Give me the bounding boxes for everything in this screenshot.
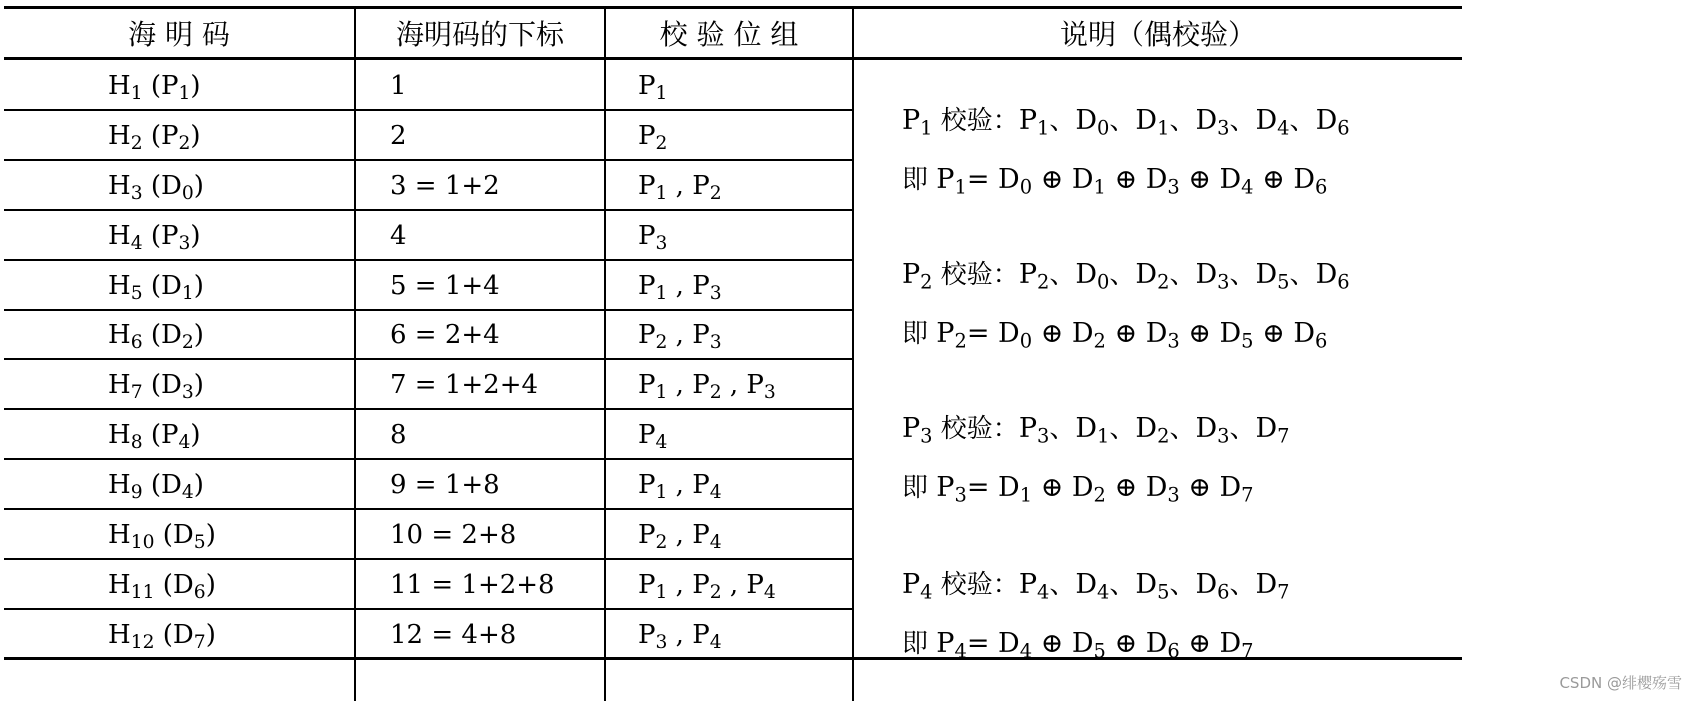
data-bit-subscript: 7 [1241, 639, 1254, 663]
data-bit: $D_3$ [1145, 472, 1180, 507]
hamming-index-cell: 7 = 1+2+4 [390, 370, 539, 401]
equation-prefix: 即 [902, 165, 937, 195]
data-bit: $D_7$ [1219, 628, 1254, 663]
row-divider [4, 259, 852, 261]
column-divider [604, 6, 606, 701]
parity-bit-subscript: 3 [763, 382, 776, 404]
hamming-position: $H_4$ [108, 220, 143, 254]
parity-bit-subscript: 1 [655, 482, 668, 504]
data-bit-subscript: 0 [1019, 329, 1033, 353]
hamming-position-subscript: 12 [130, 632, 155, 654]
row-divider [4, 309, 852, 311]
parity-bit: $P_1$ [902, 105, 933, 140]
separator: 、 [1229, 106, 1256, 136]
xor-operator: ⊕ [1105, 472, 1146, 503]
member-bit-subscript: 3 [1217, 116, 1230, 140]
data-bit: $D_6$ [1293, 164, 1328, 199]
hamming-position: $H_1$ [108, 70, 143, 105]
xor-operator: ⊕ [1105, 164, 1146, 195]
check-group-cell: $P_1$ , $P_2$ [638, 170, 722, 204]
row-divider [4, 458, 852, 460]
bit-name-subscript: 3 [178, 232, 191, 254]
hamming-position-subscript: 6 [130, 332, 143, 354]
parity-bit: $P_2$ [936, 318, 967, 353]
parity-bit: $P_2$ [692, 170, 722, 204]
parity-bit-subscript: 3 [920, 424, 933, 448]
parity-bit: $P_1$ [936, 164, 967, 199]
header-border [4, 57, 1462, 60]
header-hamming-code: 海 明 码 [128, 18, 230, 51]
watermark: CSDN @绯樱殇雪 [1559, 674, 1682, 692]
parity-check-label: 校验： [932, 570, 1019, 600]
parity-bit: $P_1$ [638, 170, 668, 204]
member-bit-subscript: 2 [1036, 270, 1050, 294]
hamming-position-subscript: 4 [130, 232, 143, 254]
hamming-position: $H_5$ [108, 270, 143, 304]
data-bit: $D_3$ [1145, 318, 1180, 353]
xor-operator: ⊕ [1032, 472, 1072, 503]
row-divider [4, 608, 852, 610]
hamming-index-cell: 6 = 2+4 [390, 320, 500, 351]
hamming-code-cell: $H_4$ $(P_3)$ [108, 220, 201, 254]
row-divider [4, 209, 852, 211]
member-bit: $D_5$ [1135, 569, 1170, 604]
bit-name-subscript: 5 [193, 532, 206, 554]
parity-bit-subscript: 4 [920, 580, 933, 604]
xor-operator: ⊕ [1032, 628, 1072, 659]
parity-equation-line: 即 $P_3= D_1$ ⊕ $D_2$ ⊕ $D_3$ ⊕ $D_7$ [902, 472, 1254, 507]
member-bit-subscript: 1 [1036, 116, 1050, 140]
separator: 、 [1049, 106, 1076, 136]
parity-bit-subscript: 3 [655, 232, 668, 254]
member-bit: $P_2$ [1018, 259, 1050, 294]
check-group-cell: $P_2$ , $P_4$ [638, 520, 722, 554]
data-bit-subscript: 5 [1241, 329, 1254, 353]
hamming-position-subscript: 1 [130, 83, 143, 105]
parity-bit: $P_1$ [638, 569, 668, 604]
data-bit: $D_5$ [1219, 318, 1254, 353]
bit-name: $D_3$ [161, 370, 194, 404]
hamming-index-cell: 10 = 2+8 [390, 520, 517, 551]
top-border [4, 6, 1462, 9]
parity-bit: $P_1$ [638, 70, 668, 105]
bit-name-subscript: 1 [178, 83, 191, 105]
data-bit: $D_1$ [998, 472, 1033, 507]
data-bit: $D_6$ [1293, 318, 1328, 353]
hamming-index-cell: 4 [390, 220, 407, 251]
parity-bit-subscript: 1 [655, 282, 668, 304]
hamming-position-subscript: 7 [130, 382, 143, 404]
column-divider [354, 6, 356, 701]
parity-check-label: 校验： [932, 414, 1019, 444]
hamming-code-cell: $H_{10}$ $(D_5)$ [108, 520, 216, 554]
parity-bit: $P_3$ [638, 619, 668, 654]
parity-check-line [902, 254, 1350, 294]
bit-name: $P_4$ [161, 420, 191, 454]
hamming-index-cell: 5 = 1+4 [390, 270, 500, 301]
parity-bit-subscript: 3 [655, 632, 668, 654]
parity-bit-subscript: 2 [709, 582, 722, 604]
data-bit: $D_3$ [1145, 164, 1180, 199]
parity-bit-subscript: 2 [655, 532, 668, 554]
parity-equation-line: 即 $P_4= D_4$ ⊕ $D_5$ ⊕ $D_6$ ⊕ $D_7$ [902, 628, 1254, 663]
parity-bit-subscript: 3 [709, 282, 722, 304]
parity-bit: $P_3$ [692, 320, 722, 354]
parity-bit: $P_4$ [692, 470, 722, 504]
hamming-position-subscript: 5 [130, 282, 143, 304]
hamming-code-cell: $H_9$ $(D_4)$ [108, 470, 204, 504]
data-bit-subscript: 4 [1241, 175, 1254, 199]
data-bit: $D_2$ [1071, 318, 1106, 353]
bit-name: $P_1$ [161, 70, 191, 105]
parity-equation-line: 即 $P_2= D_0$ ⊕ $D_2$ ⊕ $D_3$ ⊕ $D_5$ ⊕ $D_6$ [902, 318, 1328, 353]
parity-bit: $P_4$ [692, 520, 722, 554]
hamming-position-subscript: 11 [130, 582, 155, 604]
parity-note [902, 564, 1290, 663]
data-bit-subscript: 2 [1093, 329, 1106, 353]
member-bit-subscript: 2 [1157, 270, 1170, 294]
parity-bit-subscript: 4 [954, 639, 967, 663]
bit-name: $P_2$ [161, 120, 191, 155]
check-group-cell [638, 420, 668, 454]
parity-equation-line: 即 $P_1= D_0$ ⊕ $D_1$ ⊕ $D_3$ ⊕ $D_4$ ⊕ $D_6$ [902, 164, 1328, 199]
xor-operator: ⊕ [1032, 318, 1072, 349]
hamming-index-cell: 3 = 1+2 [390, 170, 500, 201]
parity-bit: $P_2$ [638, 120, 668, 155]
member-bit: $P_4$ [1018, 569, 1050, 604]
hamming-index-cell: 2 [390, 120, 407, 151]
data-bit-subscript: 4 [1019, 639, 1033, 663]
parity-bit: $P_3$ [746, 370, 776, 404]
check-group-cell: $P_1$ , $P_4$ [638, 470, 722, 504]
header-description: 说明（偶校验） [1059, 18, 1256, 51]
member-bit-subscript: 7 [1277, 424, 1290, 448]
member-bit: $D_5$ [1255, 259, 1290, 294]
data-bit: $D_5$ [1071, 628, 1106, 663]
data-bit: $D_4$ [998, 628, 1033, 663]
data-bit-subscript: 0 [1019, 175, 1033, 199]
hamming-code-cell: $H_6$ $(D_2)$ [108, 320, 204, 354]
equation-prefix: 即 [902, 629, 937, 659]
separator: 、 [1109, 106, 1136, 136]
member-bit-subscript: 5 [1157, 580, 1170, 604]
bit-name: $D_6$ [172, 569, 206, 604]
hamming-position: $H_7$ [108, 370, 143, 404]
separator: 、 [1109, 260, 1136, 290]
parity-bit-subscript: 4 [709, 532, 722, 554]
hamming-position: $H_3$ [108, 170, 143, 204]
equation-prefix: 即 [902, 319, 937, 349]
data-bit-subscript: 6 [1315, 329, 1328, 353]
data-bit: $D_7$ [1219, 472, 1254, 507]
parity-bit: $P_2$ [692, 569, 722, 604]
separator: 、 [1229, 414, 1256, 444]
data-bit-subscript: 1 [1093, 175, 1106, 199]
member-bit: $D_6$ [1195, 569, 1230, 604]
member-bit: $D_2$ [1135, 413, 1170, 448]
xor-operator: ⊕ [1179, 628, 1220, 659]
parity-bit-subscript: 4 [763, 582, 776, 604]
xor-operator: ⊕ [1179, 164, 1220, 195]
member-bit: $D_4$ [1255, 105, 1290, 140]
member-bit: $D_4$ [1075, 569, 1110, 604]
hamming-code-cell: $H_2$ $(P_2)$ [108, 120, 201, 155]
hamming-code-cell: $H_{11}$ $(D_6)$ [108, 569, 216, 604]
separator: 、 [1109, 414, 1136, 444]
data-bit-subscript: 6 [1315, 175, 1328, 199]
equation-prefix: 即 [902, 473, 937, 503]
data-bit-subscript: 3 [1167, 175, 1180, 199]
parity-bit-subscript: 1 [655, 83, 668, 105]
member-bit-subscript: 2 [1157, 424, 1170, 448]
bit-name: $D_2$ [161, 320, 194, 354]
parity-bit: $P_4$ [638, 420, 668, 454]
parity-bit-subscript: 1 [655, 182, 668, 204]
member-bit-subscript: 3 [1036, 424, 1050, 448]
parity-bit-subscript: 1 [920, 116, 933, 140]
data-bit-subscript: 7 [1241, 483, 1254, 507]
parity-bit-subscript: 3 [709, 332, 722, 354]
hamming-index-cell: 9 = 1+8 [390, 470, 500, 501]
data-bit-subscript: 1 [1019, 483, 1033, 507]
member-bit-subscript: 0 [1097, 270, 1110, 294]
bit-name-subscript: 6 [193, 582, 206, 604]
parity-note [902, 254, 1350, 353]
member-bit-subscript: 7 [1277, 580, 1290, 604]
xor-operator: ⊕ [1179, 318, 1220, 349]
row-divider [4, 508, 852, 510]
hamming-position-subscript: 10 [130, 532, 155, 554]
member-bit: $D_0$ [1075, 105, 1110, 140]
parity-bit-subscript: 3 [954, 483, 967, 507]
member-bit: $D_3$ [1195, 105, 1230, 140]
parity-bit: $P_2$ [692, 370, 722, 404]
separator: 、 [1169, 260, 1196, 290]
hamming-index-cell: 1 [390, 70, 407, 101]
parity-bit: $P_4$ [746, 569, 776, 604]
parity-bit: $P_2$ [638, 320, 668, 354]
data-bit: $D_2$ [1071, 472, 1106, 507]
separator: 、 [1229, 570, 1256, 600]
member-bit: $D_2$ [1135, 259, 1170, 294]
separator: 、 [1049, 414, 1076, 444]
member-bit: $D_1$ [1135, 105, 1170, 140]
data-bit-subscript: 3 [1167, 483, 1180, 507]
parity-bit-subscript: 4 [709, 482, 722, 504]
hamming-code-cell: $H_8$ $(P_4)$ [108, 420, 201, 454]
member-bit-subscript: 6 [1337, 116, 1350, 140]
hamming-position: $H_8$ [108, 420, 143, 454]
hamming-code-cell: $H_5$ $(D_1)$ [108, 270, 204, 304]
check-group-cell [638, 220, 668, 254]
member-bit: $D_6$ [1315, 105, 1350, 140]
parity-bit: $P_3$ [692, 270, 722, 304]
check-group-cell: $P_1$ , $P_2$ , $P_3$ [638, 370, 776, 404]
parity-bit-subscript: 2 [655, 332, 668, 354]
member-bit-subscript: 1 [1097, 424, 1110, 448]
bit-name-subscript: 2 [181, 332, 194, 354]
bit-name-subscript: 0 [181, 182, 194, 204]
parity-bit-subscript: 2 [954, 329, 967, 353]
parity-bit: $P_3$ [936, 472, 967, 507]
row-divider [4, 358, 852, 360]
member-bit: $D_3$ [1195, 413, 1230, 448]
bit-name-subscript: 1 [181, 282, 194, 304]
member-bit-subscript: 1 [1157, 116, 1170, 140]
bit-name-subscript: 3 [181, 382, 194, 404]
member-bit-subscript: 6 [1337, 270, 1350, 294]
parity-bit: $P_2$ [902, 259, 933, 294]
data-bit: $D_6$ [1145, 628, 1180, 663]
separator: 、 [1169, 106, 1196, 136]
separator: 、 [1229, 260, 1256, 290]
member-bit-subscript: 4 [1036, 580, 1050, 604]
row-divider [4, 109, 852, 111]
member-bit: $D_7$ [1255, 413, 1290, 448]
separator: 、 [1109, 570, 1136, 600]
member-bit-subscript: 3 [1217, 270, 1230, 294]
data-bit-subscript: 6 [1167, 639, 1180, 663]
column-divider [852, 6, 854, 701]
parity-check-label: 校验： [932, 106, 1019, 136]
parity-note [902, 100, 1350, 199]
row-divider [4, 159, 852, 161]
bit-name: $D_4$ [161, 470, 194, 504]
bit-name: $D_7$ [172, 619, 206, 654]
member-bit-subscript: 4 [1277, 116, 1290, 140]
hamming-position: $H_{10}$ [108, 520, 155, 554]
parity-bit-subscript: 2 [709, 182, 722, 204]
hamming-position-subscript: 2 [130, 133, 143, 155]
parity-bit-subscript: 2 [709, 382, 722, 404]
parity-check-line [902, 564, 1290, 604]
hamming-code-cell: $H_7$ $(D_3)$ [108, 370, 204, 404]
check-group-cell: $P_2$ , $P_3$ [638, 320, 722, 354]
parity-bit-subscript: 2 [920, 270, 933, 294]
parity-bit: $P_3$ [902, 413, 933, 448]
xor-operator: ⊕ [1253, 318, 1294, 349]
parity-bit-subscript: 1 [954, 175, 967, 199]
bit-name-subscript: 2 [178, 133, 191, 155]
separator: 、 [1049, 570, 1076, 600]
parity-bit-subscript: 2 [655, 133, 668, 155]
hamming-code-cell: $H_1$ $(P_1)$ [108, 70, 201, 105]
member-bit-subscript: 5 [1277, 270, 1290, 294]
member-bit: $P_1$ [1018, 105, 1050, 140]
member-bit: $P_3$ [1018, 413, 1050, 448]
separator: 、 [1049, 260, 1076, 290]
hamming-code-cell: $H_{12}$ $(D_7)$ [108, 619, 216, 654]
parity-bit: $P_2$ [638, 520, 668, 554]
check-group-cell: $P_3$ , $P_4$ [638, 619, 722, 654]
hamming-position: $H_{12}$ [108, 619, 155, 654]
data-bit: $D_0$ [998, 164, 1033, 199]
member-bit-subscript: 6 [1217, 580, 1230, 604]
hamming-index-cell: 8 [390, 420, 407, 451]
parity-bit: $P_1$ [638, 270, 668, 304]
bit-name: $D_5$ [172, 520, 206, 554]
header-hamming-index: 海明码的下标 [395, 18, 564, 51]
member-bit-subscript: 0 [1097, 116, 1110, 140]
bit-name-subscript: 4 [181, 482, 194, 504]
parity-note [902, 408, 1290, 507]
xor-operator: ⊕ [1105, 318, 1146, 349]
data-bit: $D_0$ [998, 318, 1033, 353]
hamming-position-subscript: 9 [130, 482, 143, 504]
member-bit: $D_6$ [1315, 259, 1350, 294]
hamming-position-subscript: 8 [130, 432, 143, 454]
parity-check-label: 校验： [932, 260, 1019, 290]
bit-name: $P_3$ [161, 220, 191, 254]
separator: 、 [1169, 570, 1196, 600]
row-divider [4, 408, 852, 410]
hamming-index-cell: 12 = 4+8 [390, 619, 517, 650]
parity-bit: $P_4$ [692, 619, 722, 654]
hamming-position-subscript: 3 [130, 182, 143, 204]
parity-bit-subscript: 1 [655, 582, 668, 604]
parity-bit-subscript: 4 [655, 432, 668, 454]
bit-name: $D_0$ [161, 170, 194, 204]
parity-bit: $P_3$ [638, 220, 668, 254]
parity-check-line [902, 100, 1350, 140]
xor-operator: ⊕ [1179, 472, 1220, 503]
hamming-position: $H_{11}$ [108, 569, 155, 604]
header-check-group: 校 验 位 组 [659, 18, 799, 51]
check-group-cell: $P_1$ , $P_2$ , $P_4$ [638, 569, 776, 604]
parity-bit: $P_1$ [638, 370, 668, 404]
row-divider [4, 558, 852, 560]
bit-name: $D_1$ [161, 270, 194, 304]
member-bit-subscript: 4 [1097, 580, 1110, 604]
data-bit-subscript: 5 [1093, 639, 1106, 663]
separator: 、 [1289, 260, 1316, 290]
hamming-position: $H_9$ [108, 470, 143, 504]
xor-operator: ⊕ [1253, 164, 1294, 195]
hamming-position: $H_2$ [108, 120, 143, 155]
data-bit-subscript: 3 [1167, 329, 1180, 353]
member-bit-subscript: 3 [1217, 424, 1230, 448]
parity-bit: $P_4$ [902, 569, 933, 604]
xor-operator: ⊕ [1105, 628, 1146, 659]
check-group-cell [638, 120, 668, 155]
member-bit: $D_1$ [1075, 413, 1110, 448]
parity-bit: $P_1$ [638, 470, 668, 504]
hamming-code-table [4, 6, 1462, 701]
separator: 、 [1169, 414, 1196, 444]
check-group-cell: $P_1$ , $P_3$ [638, 270, 722, 304]
xor-operator: ⊕ [1032, 164, 1072, 195]
data-bit-subscript: 2 [1093, 483, 1106, 507]
data-bit: $D_1$ [1071, 164, 1106, 199]
parity-bit-subscript: 4 [709, 632, 722, 654]
bit-name-subscript: 4 [178, 432, 191, 454]
data-bit: $D_4$ [1219, 164, 1254, 199]
parity-bit-subscript: 1 [655, 382, 668, 404]
hamming-code-cell: $H_3$ $(D_0)$ [108, 170, 204, 204]
member-bit: $D_3$ [1195, 259, 1230, 294]
member-bit: $D_7$ [1255, 569, 1290, 604]
hamming-index-cell: 11 = 1+2+8 [390, 569, 555, 600]
member-bit: $D_0$ [1075, 259, 1110, 294]
separator: 、 [1289, 106, 1316, 136]
hamming-position: $H_6$ [108, 320, 143, 354]
bit-name-subscript: 7 [193, 632, 206, 654]
parity-bit: $P_4$ [936, 628, 967, 663]
check-group-cell [638, 70, 668, 105]
parity-check-line [902, 408, 1290, 448]
